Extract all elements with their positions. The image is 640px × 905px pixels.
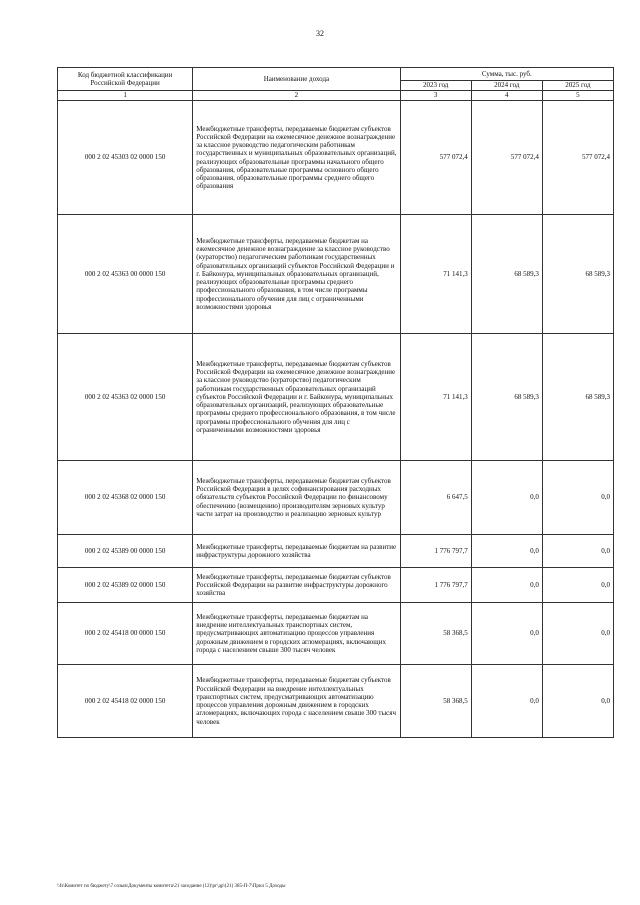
header-name: Наименование дохода (193, 68, 400, 91)
header-year-2023: 2023 год (400, 80, 471, 90)
row-value-2023: 6 647,5 (400, 461, 471, 535)
row-name: Межбюджетные трансферты, передаваемые бюджетам субъектов Российской Федерации на ежемесячное денежное вознаграждение за классное руководство (кураторство) педагогическим работникам государственных образовательных организаций субъектов Российской Федерации и г. Байконура, муниципальных образовательных организаций, реализующих образовательные программы среднего профессионального образования, в том числе программы профессионального обучения для лиц с ограниченными возможностями здоровья (193, 334, 400, 461)
row-value-2023: 58 368,5 (400, 603, 471, 665)
row-code: 000 2 02 45418 02 0000 150 (58, 665, 193, 738)
row-value-2024: 0,0 (471, 535, 542, 568)
footer-file-path: \\fs\Комитет по бюджету\7 созыв\Документы комитета\21 заседание (12)\рг\др\(21) 385-П-7\Прил 5 Доходы (57, 884, 286, 889)
column-number: 5 (542, 91, 613, 101)
row-value-2025: 68 589,3 (542, 334, 613, 461)
row-name: Межбюджетные трансферты, передаваемые бюджетам на ежемесячное денежное вознаграждение за классное руководство (кураторство) педагогическим работникам государственных образовательных организаций субъектов Российской Федерации и г. Байконура, муниципальных образовательных организаций, реализующих образовательные программы среднего профессионального образования, в том числе программы профессионального обучения для лиц с ограниченными возможностями здоровья (193, 215, 400, 334)
table-row (58, 603, 614, 665)
row-name: Межбюджетные трансферты, передаваемые бюджетам субъектов Российской Федерации в целях софинансирования расходных обязательств субъектов Российской Федерации по финансовому обеспечению (возмещению) производителям зерновых культур части затрат на производство и реализацию зерновых культур (193, 461, 400, 535)
table-row (58, 665, 614, 738)
table-row (58, 461, 614, 535)
row-value-2024: 68 589,3 (471, 215, 542, 334)
row-value-2025: 0,0 (542, 603, 613, 665)
row-value-2025: 68 589,3 (542, 215, 613, 334)
row-code: 000 2 02 45363 02 0000 150 (58, 334, 193, 461)
column-number: 1 (58, 91, 193, 101)
row-name: Межбюджетные трансферты, передаваемые бюджетам субъектов Российской Федерации на ежемесячное денежное вознаграждение за классное руководство педагогическим работникам государственных и муниципальных образовательных организаций, реализующих образовательные программы начального общего образования, образовательные программы основного общего образования, образовательные программы среднего общего образования (193, 101, 400, 215)
revenue-table (57, 67, 614, 738)
column-number: 2 (193, 91, 400, 101)
table-row (58, 535, 614, 568)
header-year-2024: 2024 год (471, 80, 542, 90)
row-value-2024: 0,0 (471, 665, 542, 738)
row-code: 000 2 02 45368 02 0000 150 (58, 461, 193, 535)
row-value-2023: 58 368,5 (400, 665, 471, 738)
row-code: 000 2 02 45303 02 0000 150 (58, 101, 193, 215)
table-row (58, 101, 614, 215)
header-year-2025: 2025 год (542, 80, 613, 90)
row-value-2025: 0,0 (542, 461, 613, 535)
column-number: 4 (471, 91, 542, 101)
row-value-2025: 0,0 (542, 665, 613, 738)
row-name: Межбюджетные трансферты, передаваемые бюджетам на внедрение интеллектуальных транспортных систем, предусматривающих автоматизацию процессов управления дорожным движением в городских агломерациях, включающих города с населением свыше 300 тысяч человек (193, 603, 400, 665)
page-number: 32 (316, 29, 324, 38)
row-value-2023: 577 072,4 (400, 101, 471, 215)
table-row (58, 568, 614, 603)
row-value-2025: 577 072,4 (542, 101, 613, 215)
row-name: Межбюджетные трансферты, передаваемые бюджетам субъектов Российской Федерации на развитие инфраструктуры дорожного хозяйства (193, 568, 400, 603)
row-code: 000 2 02 45389 00 0000 150 (58, 535, 193, 568)
table-row (58, 215, 614, 334)
row-value-2023: 71 141,3 (400, 334, 471, 461)
row-value-2025: 0,0 (542, 535, 613, 568)
row-code: 000 2 02 45389 02 0000 150 (58, 568, 193, 603)
row-value-2024: 0,0 (471, 603, 542, 665)
row-name: Межбюджетные трансферты, передаваемые бюджетам субъектов Российской Федерации на внедрение интеллектуальных транспортных систем, предусматривающих автоматизацию процессов управления дорожным движением в городских агломерациях, включающих города с населением свыше 300 тысяч человек (193, 665, 400, 738)
row-code: 000 2 02 45363 00 0000 150 (58, 215, 193, 334)
row-name: Межбюджетные трансферты, передаваемые бюджетам на развитие инфраструктуры дорожного хозяйства (193, 535, 400, 568)
row-value-2024: 0,0 (471, 568, 542, 603)
header-code: Код бюджетной классификации Российской Федерации (58, 68, 193, 91)
row-value-2023: 1 776 797,7 (400, 568, 471, 603)
table-row (58, 334, 614, 461)
column-number: 3 (400, 91, 471, 101)
row-value-2023: 1 776 797,7 (400, 535, 471, 568)
row-value-2024: 68 589,3 (471, 334, 542, 461)
row-value-2024: 0,0 (471, 461, 542, 535)
row-value-2024: 577 072,4 (471, 101, 542, 215)
row-value-2025: 0,0 (542, 568, 613, 603)
header-amount: Сумма, тыс. руб. (400, 68, 613, 81)
row-code: 000 2 02 45418 00 0000 150 (58, 603, 193, 665)
row-value-2023: 71 141,3 (400, 215, 471, 334)
